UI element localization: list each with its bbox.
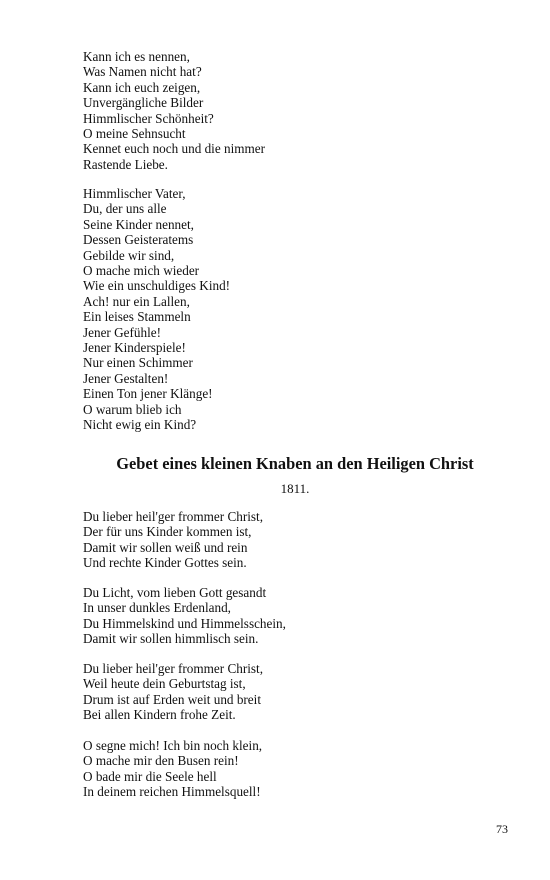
verse-line: Jener Kinderspiele! [83, 340, 186, 356]
verse-line: Und rechte Kinder Gottes sein. [83, 555, 247, 571]
verse-line: Du Licht, vom lieben Gott gesandt [83, 585, 267, 600]
poem2-stanza-4 [83, 738, 262, 800]
verse-line: Weil heute dein Geburtstag ist, [83, 676, 246, 692]
verse-line: Ein leises Stammeln [83, 309, 191, 325]
verse-line: O mache mir den Busen rein! [83, 753, 239, 769]
verse-line: Kann ich es nennen, [83, 49, 190, 64]
verse-line: O segne mich! Ich bin noch klein, [83, 738, 263, 753]
verse-line: Nur einen Schimmer [83, 355, 193, 371]
verse-line: Was Namen nicht hat? [83, 64, 202, 80]
verse-line: O warum blieb ich [83, 401, 182, 417]
verse-line: Damit wir sollen himmlisch sein. [83, 631, 259, 647]
verse-line: Einen Ton jener Klänge! [83, 386, 213, 402]
poem1-stanza-2 [83, 186, 230, 433]
verse-line: Unvergängliche Bilder [83, 95, 204, 111]
poem2-stanza-1 [83, 509, 263, 571]
verse-line: Nicht ewig ein Kind? [83, 417, 197, 433]
poem2-stanza-3 [83, 661, 263, 723]
verse-line: In unser dunkles Erdenland, [83, 600, 231, 616]
verse-line: Du, der uns alle [83, 201, 167, 217]
verse-line: Jener Gestalten! [83, 370, 169, 386]
verse-line: Kennet euch noch und die nimmer [83, 141, 266, 157]
verse-line: Bei allen Kindern frohe Zeit. [83, 707, 236, 723]
verse-line: Du lieber heil'ger frommer Christ, [83, 509, 263, 524]
page-number: 73 [496, 822, 508, 836]
verse-line: Du lieber heil'ger frommer Christ, [83, 661, 263, 676]
verse-line: O mache mich wieder [83, 263, 200, 279]
verse-line: Ach! nur ein Lallen, [83, 293, 190, 309]
verse-line: Seine Kinder nennet, [83, 216, 194, 232]
verse-line: O bade mir die Seele hell [83, 768, 217, 784]
poem2-stanza-2 [83, 585, 286, 647]
verse-line: Damit wir sollen weiß und rein [83, 539, 248, 555]
verse-line: In deinem reichen Himmelsquell! [83, 784, 261, 800]
verse-line: Gebilde wir sind, [83, 247, 175, 263]
verse-line: Drum ist auf Erden weit und breit [83, 691, 261, 707]
verse-line: Jener Gefühle! [83, 324, 161, 340]
verse-line: O meine Sehnsucht [83, 126, 186, 142]
verse-line: Dessen Geisteratems [83, 232, 194, 248]
poem-year: 1811. [280, 481, 310, 496]
verse-line: Rastende Liebe. [83, 156, 168, 172]
verse-line: Wie ein unschuldiges Kind! [83, 278, 231, 294]
poem-title: Gebet eines kleinen Knaben an den Heiligen Christ [116, 454, 474, 473]
verse-line: Himmlischer Vater, [83, 186, 186, 201]
verse-line: Der für uns Kinder kommen ist, [83, 524, 252, 540]
poem1-stanza-1 [83, 49, 265, 172]
verse-line: Himmlischer Schönheit? [83, 110, 214, 126]
verse-line: Du Himmelskind und Himmelsschein, [83, 615, 286, 631]
verse-line: Kann ich euch zeigen, [83, 79, 201, 95]
